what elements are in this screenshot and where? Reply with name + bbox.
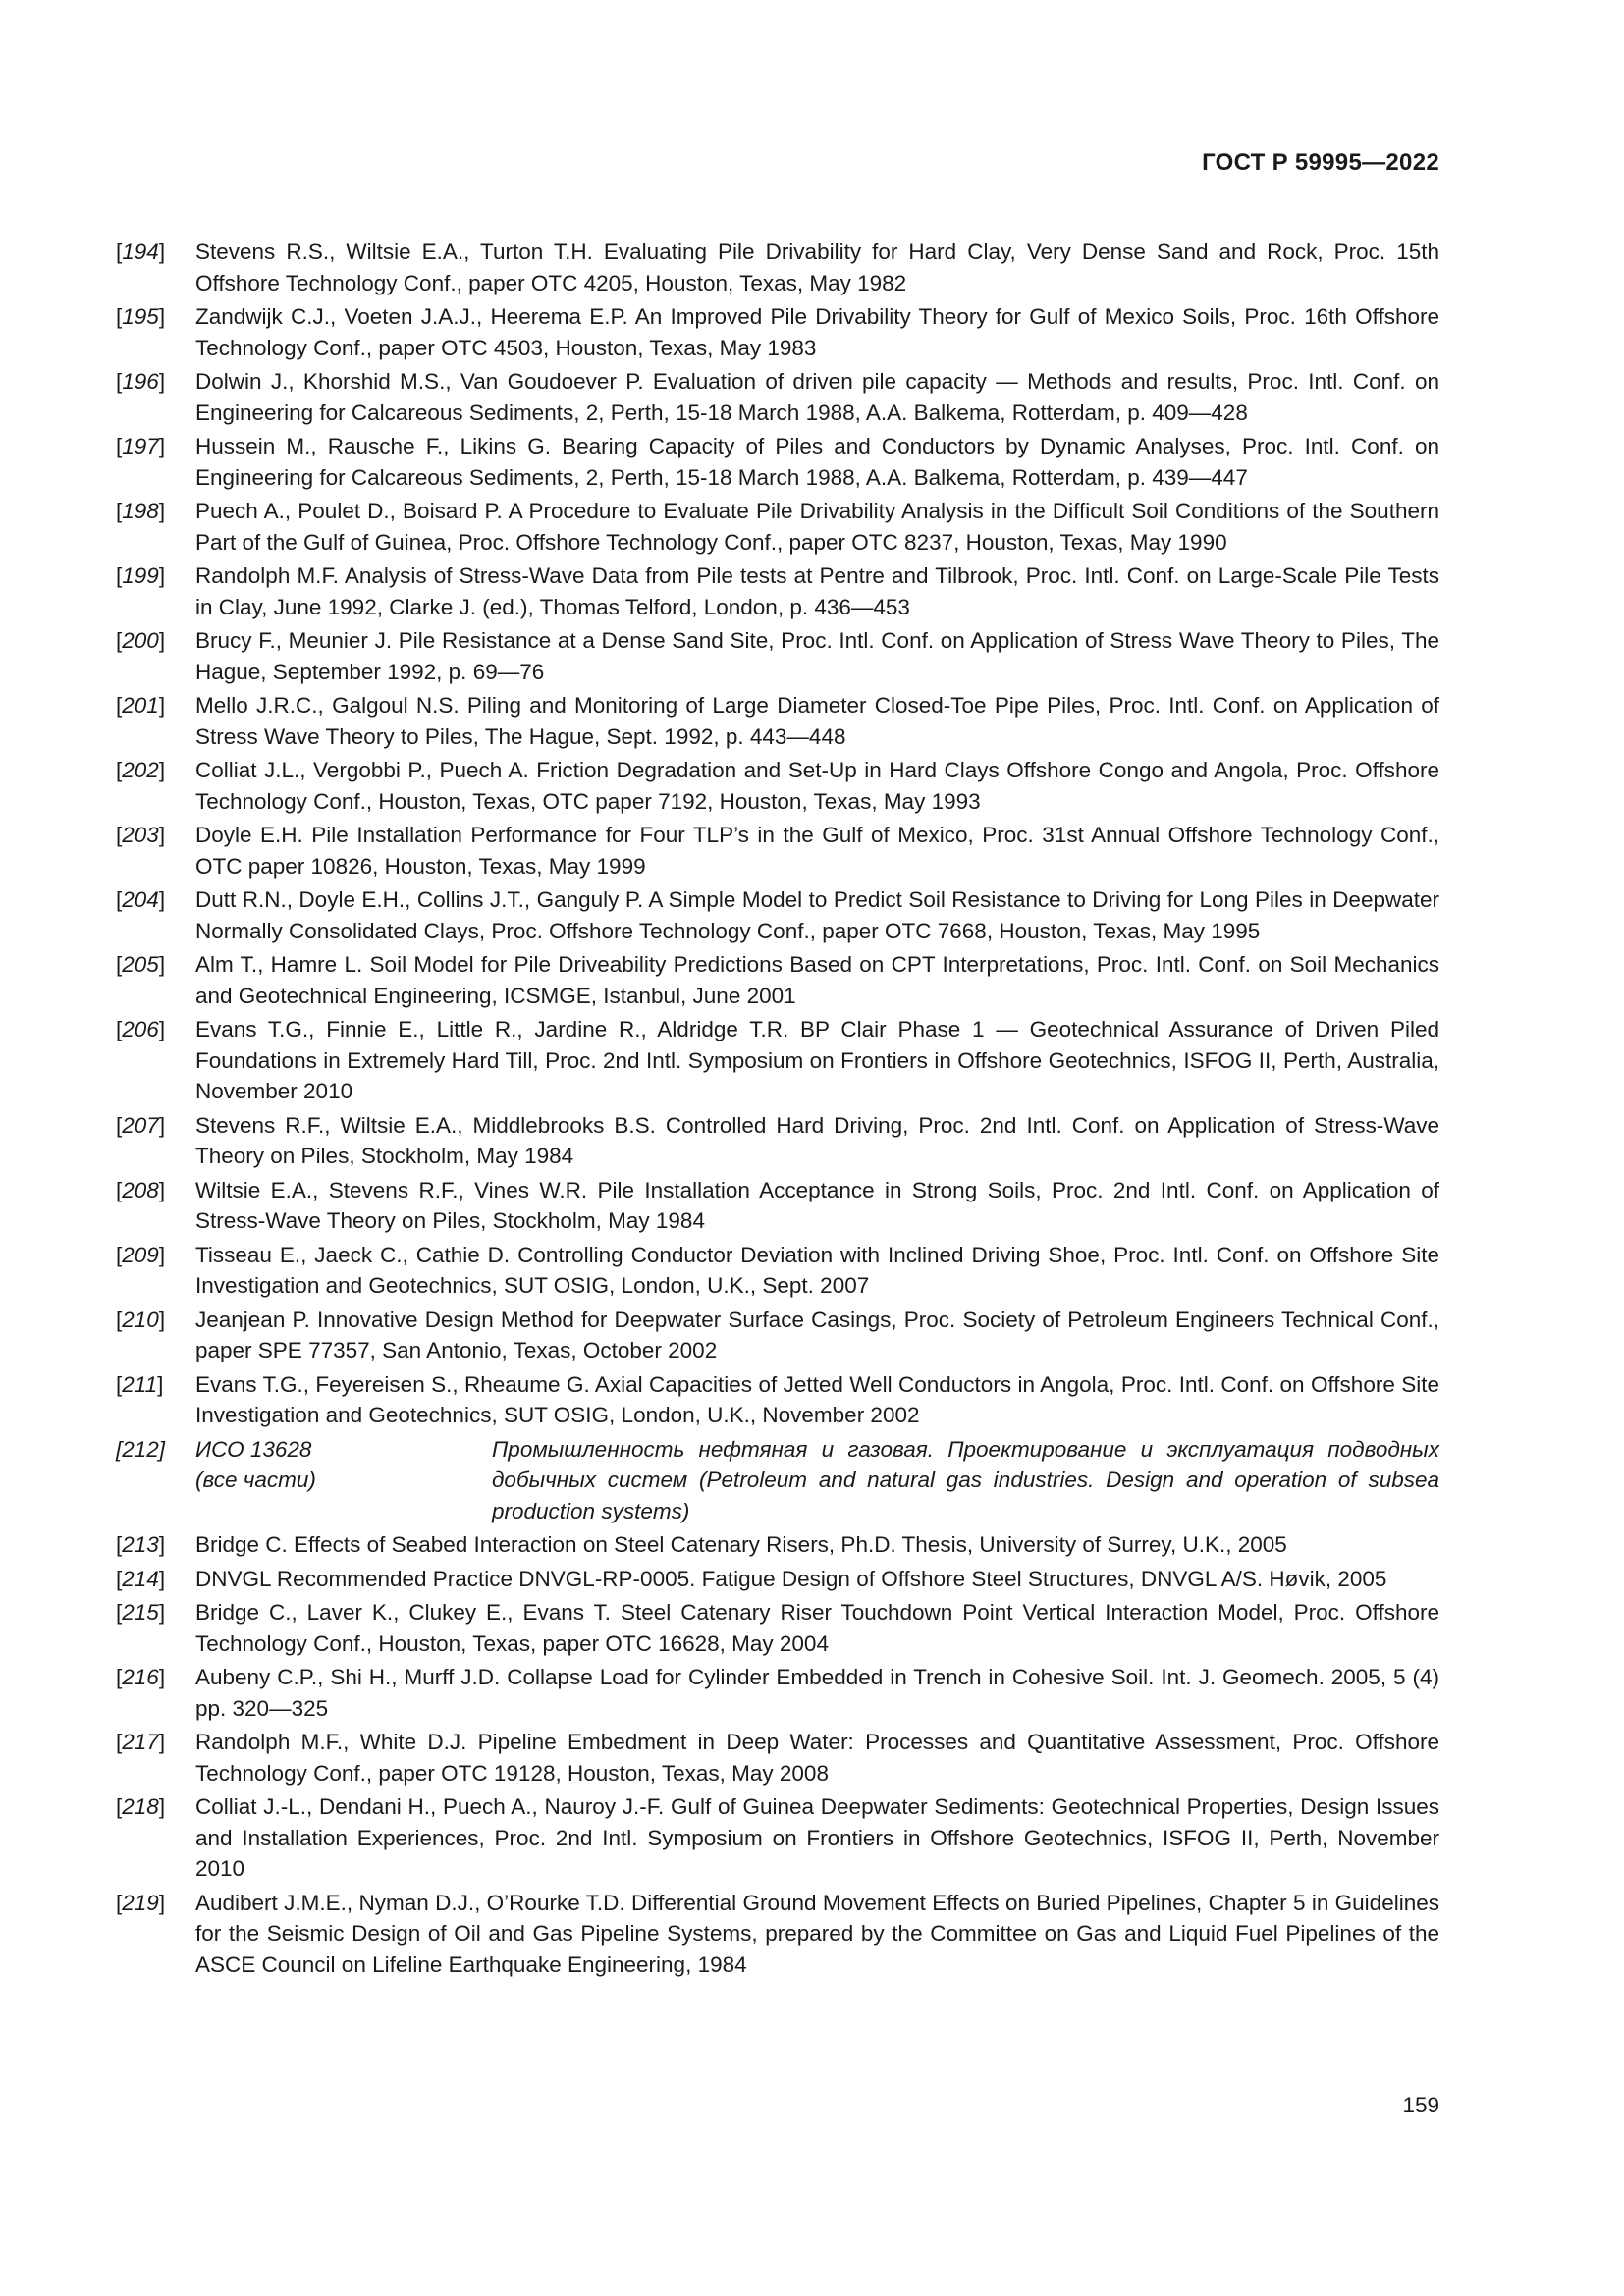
reference-item-195 — [116, 301, 1439, 363]
reference-item-216 — [116, 1662, 1439, 1724]
standard-code-line2: (все части) — [195, 1468, 316, 1492]
reference-number: [205] — [116, 952, 166, 977]
reference-number: [214] — [116, 1566, 166, 1591]
reference-number: [219] — [116, 1890, 166, 1915]
reference-number: [210] — [116, 1307, 166, 1332]
document-code: ГОСТ Р 59995—2022 — [1202, 149, 1439, 176]
reference-text: Zandwijk C.J., Voeten J.A.J., Heerema E.P. An Improved Pile Drivability Theory for Gulf of Mexico Soils, Proc. 16th Offshore Technology Conf., paper OTC 4503, Houston, Texas, May 1983 — [195, 304, 1439, 360]
reference-text: Wiltsie E.A., Stevens R.F., Vines W.R. Pile Installation Acceptance in Strong Soils, Proc. 2nd Intl. Conf. on Application of Stress-Wave Theory on Piles, Stockholm, May 1984 — [195, 1177, 1439, 1233]
reference-item-215 — [116, 1597, 1439, 1659]
reference-number: [209] — [116, 1242, 166, 1267]
reference-text: Hussein M., Rausche F., Likins G. Bearing Capacity of Piles and Conductors by Dynamic Analyses, Proc. Intl. Conf. on Engineering for Calcareous Sediments, 2, Perth, 15-18 March 1988, A.A. Balkema, Rotterdam, p. 439—447 — [195, 434, 1439, 490]
reference-text: Randolph M.F., White D.J. Pipeline Embedment in Deep Water: Processes and Quantitative Assessment, Proc. Offshore Technology Conf., paper OTC 19128, Houston, Texas, May 2008 — [195, 1730, 1439, 1786]
reference-item-212 — [116, 1434, 1439, 1527]
reference-text: Evans T.G., Feyereisen S., Rheaume G. Axial Capacities of Jetted Well Conductors in Angola, Proc. Intl. Conf. on Offshore Site Investigation and Geotechnics, SUT OSIG, London, U.K., November 2002 — [195, 1371, 1439, 1427]
reference-number: [197] — [116, 434, 166, 458]
reference-item-207 — [116, 1110, 1439, 1172]
reference-number: [195] — [116, 304, 166, 329]
reference-item-219 — [116, 1888, 1439, 1981]
reference-text: Dutt R.N., Doyle E.H., Collins J.T., Ganguly P. A Simple Model to Predict Soil Resistance to Driving for Long Piles in Deepwater Normally Consolidated Clays, Proc. Offshore Technology Conf., paper OTC 7668, Houston, Texas, May 1995 — [195, 887, 1439, 943]
reference-text: Stevens R.S., Wiltsie E.A., Turton T.H. Evaluating Pile Drivability for Hard Clay, Very Dense Sand and Rock, Proc. 15th Offshore Technology Conf., paper OTC 4205, Houston, Texas, May 1982 — [195, 240, 1439, 295]
reference-item-202 — [116, 755, 1439, 817]
reference-item-204 — [116, 884, 1439, 946]
reference-item-213 — [116, 1529, 1439, 1561]
reference-text: Tisseau E., Jaeck C., Cathie D. Controlling Conductor Deviation with Inclined Driving Shoe, Proc. Intl. Conf. on Offshore Site Investigation and Geotechnics, SUT OSIG, London, U.K., Sept. 2007 — [195, 1242, 1439, 1298]
reference-text: Evans T.G., Finnie E., Little R., Jardine R., Aldridge T.R. BP Clair Phase 1 — Geotechnical Assurance of Driven Piled Foundations in Extremely Hard Till, Proc. 2nd Intl. Symposium on Frontiers in Offshore Geotechnics, ISFOG II, Perth, Australia, November 2010 — [195, 1017, 1439, 1103]
reference-item-206 — [116, 1014, 1439, 1107]
reference-text: Mello J.R.C., Galgoul N.S. Piling and Monitoring of Large Diameter Closed-Toe Pipe Piles, Proc. Intl. Conf. on Application of Stress Wave Theory to Piles, The Hague, Sept. 1992, p. 443—448 — [195, 693, 1439, 749]
reference-text: Puech A., Poulet D., Boisard P. A Procedure to Evaluate Pile Drivability Analysis in the Difficult Soil Conditions of the Southern Part of the Gulf of Guinea, Proc. Offshore Technology Conf., paper OTC 8237, Houston, Texas, May 1990 — [195, 499, 1439, 555]
reference-item-218 — [116, 1791, 1439, 1885]
page-number: 159 — [1402, 2093, 1439, 2117]
reference-item-211 — [116, 1369, 1439, 1431]
reference-item-197 — [116, 431, 1439, 493]
standard-title: Промышленность нефтяная и газовая. Проектирование и эксплуатация подводных добычных систем (Petroleum and natural gas industries. Design and operation of subsea production systems) — [492, 1436, 1439, 1523]
reference-item-210 — [116, 1305, 1439, 1366]
reference-item-209 — [116, 1240, 1439, 1302]
reference-text: Brucy F., Meunier J. Pile Resistance at a Dense Sand Site, Proc. Intl. Conf. on Application of Stress Wave Theory to Piles, The Hague, September 1992, p. 69—76 — [195, 628, 1439, 684]
reference-number: [217] — [116, 1730, 166, 1754]
reference-number: [200] — [116, 628, 166, 653]
reference-text: Stevens R.F., Wiltsie E.A., Middlebrooks B.S. Controlled Hard Driving, Proc. 2nd Intl. Conf. on Application of Stress-Wave Theory on Piles, Stockholm, May 1984 — [195, 1112, 1439, 1168]
reference-number: [211] — [116, 1371, 164, 1397]
reference-item-203 — [116, 820, 1439, 881]
reference-number: [218] — [116, 1794, 166, 1819]
reference-number: [216] — [116, 1665, 166, 1689]
reference-item-194 — [116, 237, 1439, 298]
bibliography-list — [116, 237, 1439, 1983]
reference-number: [201] — [116, 693, 166, 718]
reference-text: Colliat J.-L., Dendani H., Puech A., Nauroy J.-F. Gulf of Guinea Deepwater Sediments: Geotechnical Properties, Design Issues and Installation Experiences, Proc. 2nd Intl. Symposium on Frontiers in Offshore Geotechnics, ISFOG II, Perth, November 2010 — [195, 1794, 1439, 1881]
reference-number: [204] — [116, 887, 166, 912]
reference-text: Randolph M.F. Analysis of Stress-Wave Data from Pile tests at Pentre and Tilbrook, Proc. Intl. Conf. on Large-Scale Pile Tests in Clay, June 1992, Clarke J. (ed.), Thomas Telford, London, p. 436—453 — [195, 563, 1439, 619]
reference-item-199 — [116, 561, 1439, 622]
reference-item-201 — [116, 690, 1439, 752]
reference-item-198 — [116, 496, 1439, 558]
reference-text: Doyle E.H. Pile Installation Performance for Four TLP’s in the Gulf of Mexico, Proc. 31st Annual Offshore Technology Conf., OTC paper 10826, Houston, Texas, May 1999 — [195, 823, 1439, 879]
reference-number: [198] — [116, 499, 166, 523]
reference-number: [203] — [116, 823, 166, 847]
reference-text: Jeanjean P. Innovative Design Method for Deepwater Surface Casings, Proc. Society of Petroleum Engineers Technical Conf., paper SPE 77357, San Antonio, Texas, October 2002 — [195, 1307, 1439, 1362]
reference-text: Aubeny C.P., Shi H., Murff J.D. Collapse Load for Cylinder Embedded in Trench in Cohesive Soil. Int. J. Geomech. 2005, 5 (4) pp. 320—325 — [195, 1665, 1439, 1721]
reference-number: [208] — [116, 1177, 166, 1202]
reference-number: [213] — [116, 1532, 166, 1557]
reference-item-214 — [116, 1564, 1439, 1595]
reference-text: Dolwin J., Khorshid M.S., Van Goudoever P. Evaluation of driven pile capacity — Methods and results, Proc. Intl. Conf. on Engineering for Calcareous Sediments, 2, Perth, 15-18 March 1988, A.A. Balkema, Rotterdam, p. 409—428 — [195, 369, 1439, 425]
reference-text: DNVGL Recommended Practice DNVGL-RP-0005. Fatigue Design of Offshore Steel Structures, DNVGL A/S. Høvik, 2005 — [195, 1566, 1387, 1591]
reference-item-200 — [116, 625, 1439, 687]
reference-number: [202] — [116, 758, 166, 782]
reference-number: [206] — [116, 1017, 166, 1041]
reference-number: [212] — [116, 1436, 166, 1462]
reference-item-217 — [116, 1727, 1439, 1789]
reference-text: Bridge C. Effects of Seabed Interaction on Steel Catenary Risers, Ph.D. Thesis, University of Surrey, U.K., 2005 — [195, 1532, 1287, 1557]
reference-text: Alm T., Hamre L. Soil Model for Pile Driveability Predictions Based on CPT Interpretations, Proc. Intl. Conf. on Soil Mechanics and Geotechnical Engineering, ICSMGE, Istanbul, June 2001 — [195, 952, 1439, 1008]
reference-text: Colliat J.L., Vergobbi P., Puech A. Friction Degradation and Set-Up in Hard Clays Offshore Congo and Angola, Proc. Offshore Technology Conf., Houston, Texas, OTC paper 7192, Houston, Texas, May 1993 — [195, 758, 1439, 814]
standard-code — [195, 1434, 492, 1527]
reference-number: [215] — [116, 1600, 166, 1625]
reference-item-208 — [116, 1175, 1439, 1237]
reference-number: [199] — [116, 563, 166, 588]
reference-text: Audibert J.M.E., Nyman D.J., O’Rourke T.D. Differential Ground Movement Effects on Buried Pipelines, Chapter 5 in Guidelines for the Seismic Design of Oil and Gas Pipeline Systems, prepared by the Committee on Gas and Liquid Fuel Pipelines of the ASCE Council on Lifeline Earthquake Engineering, 1984 — [195, 1890, 1439, 1977]
reference-text: Bridge C., Laver K., Clukey E., Evans T. Steel Catenary Riser Touchdown Point Vertical Interaction Model, Proc. Offshore Technology Conf., Houston, Texas, paper OTC 16628, May 2004 — [195, 1600, 1439, 1656]
reference-number: [194] — [116, 240, 166, 264]
reference-item-196 — [116, 366, 1439, 428]
reference-number: [196] — [116, 369, 166, 394]
reference-item-205 — [116, 949, 1439, 1011]
reference-number: [207] — [116, 1112, 166, 1138]
standard-code-line1: ИСО 13628 — [195, 1436, 312, 1462]
